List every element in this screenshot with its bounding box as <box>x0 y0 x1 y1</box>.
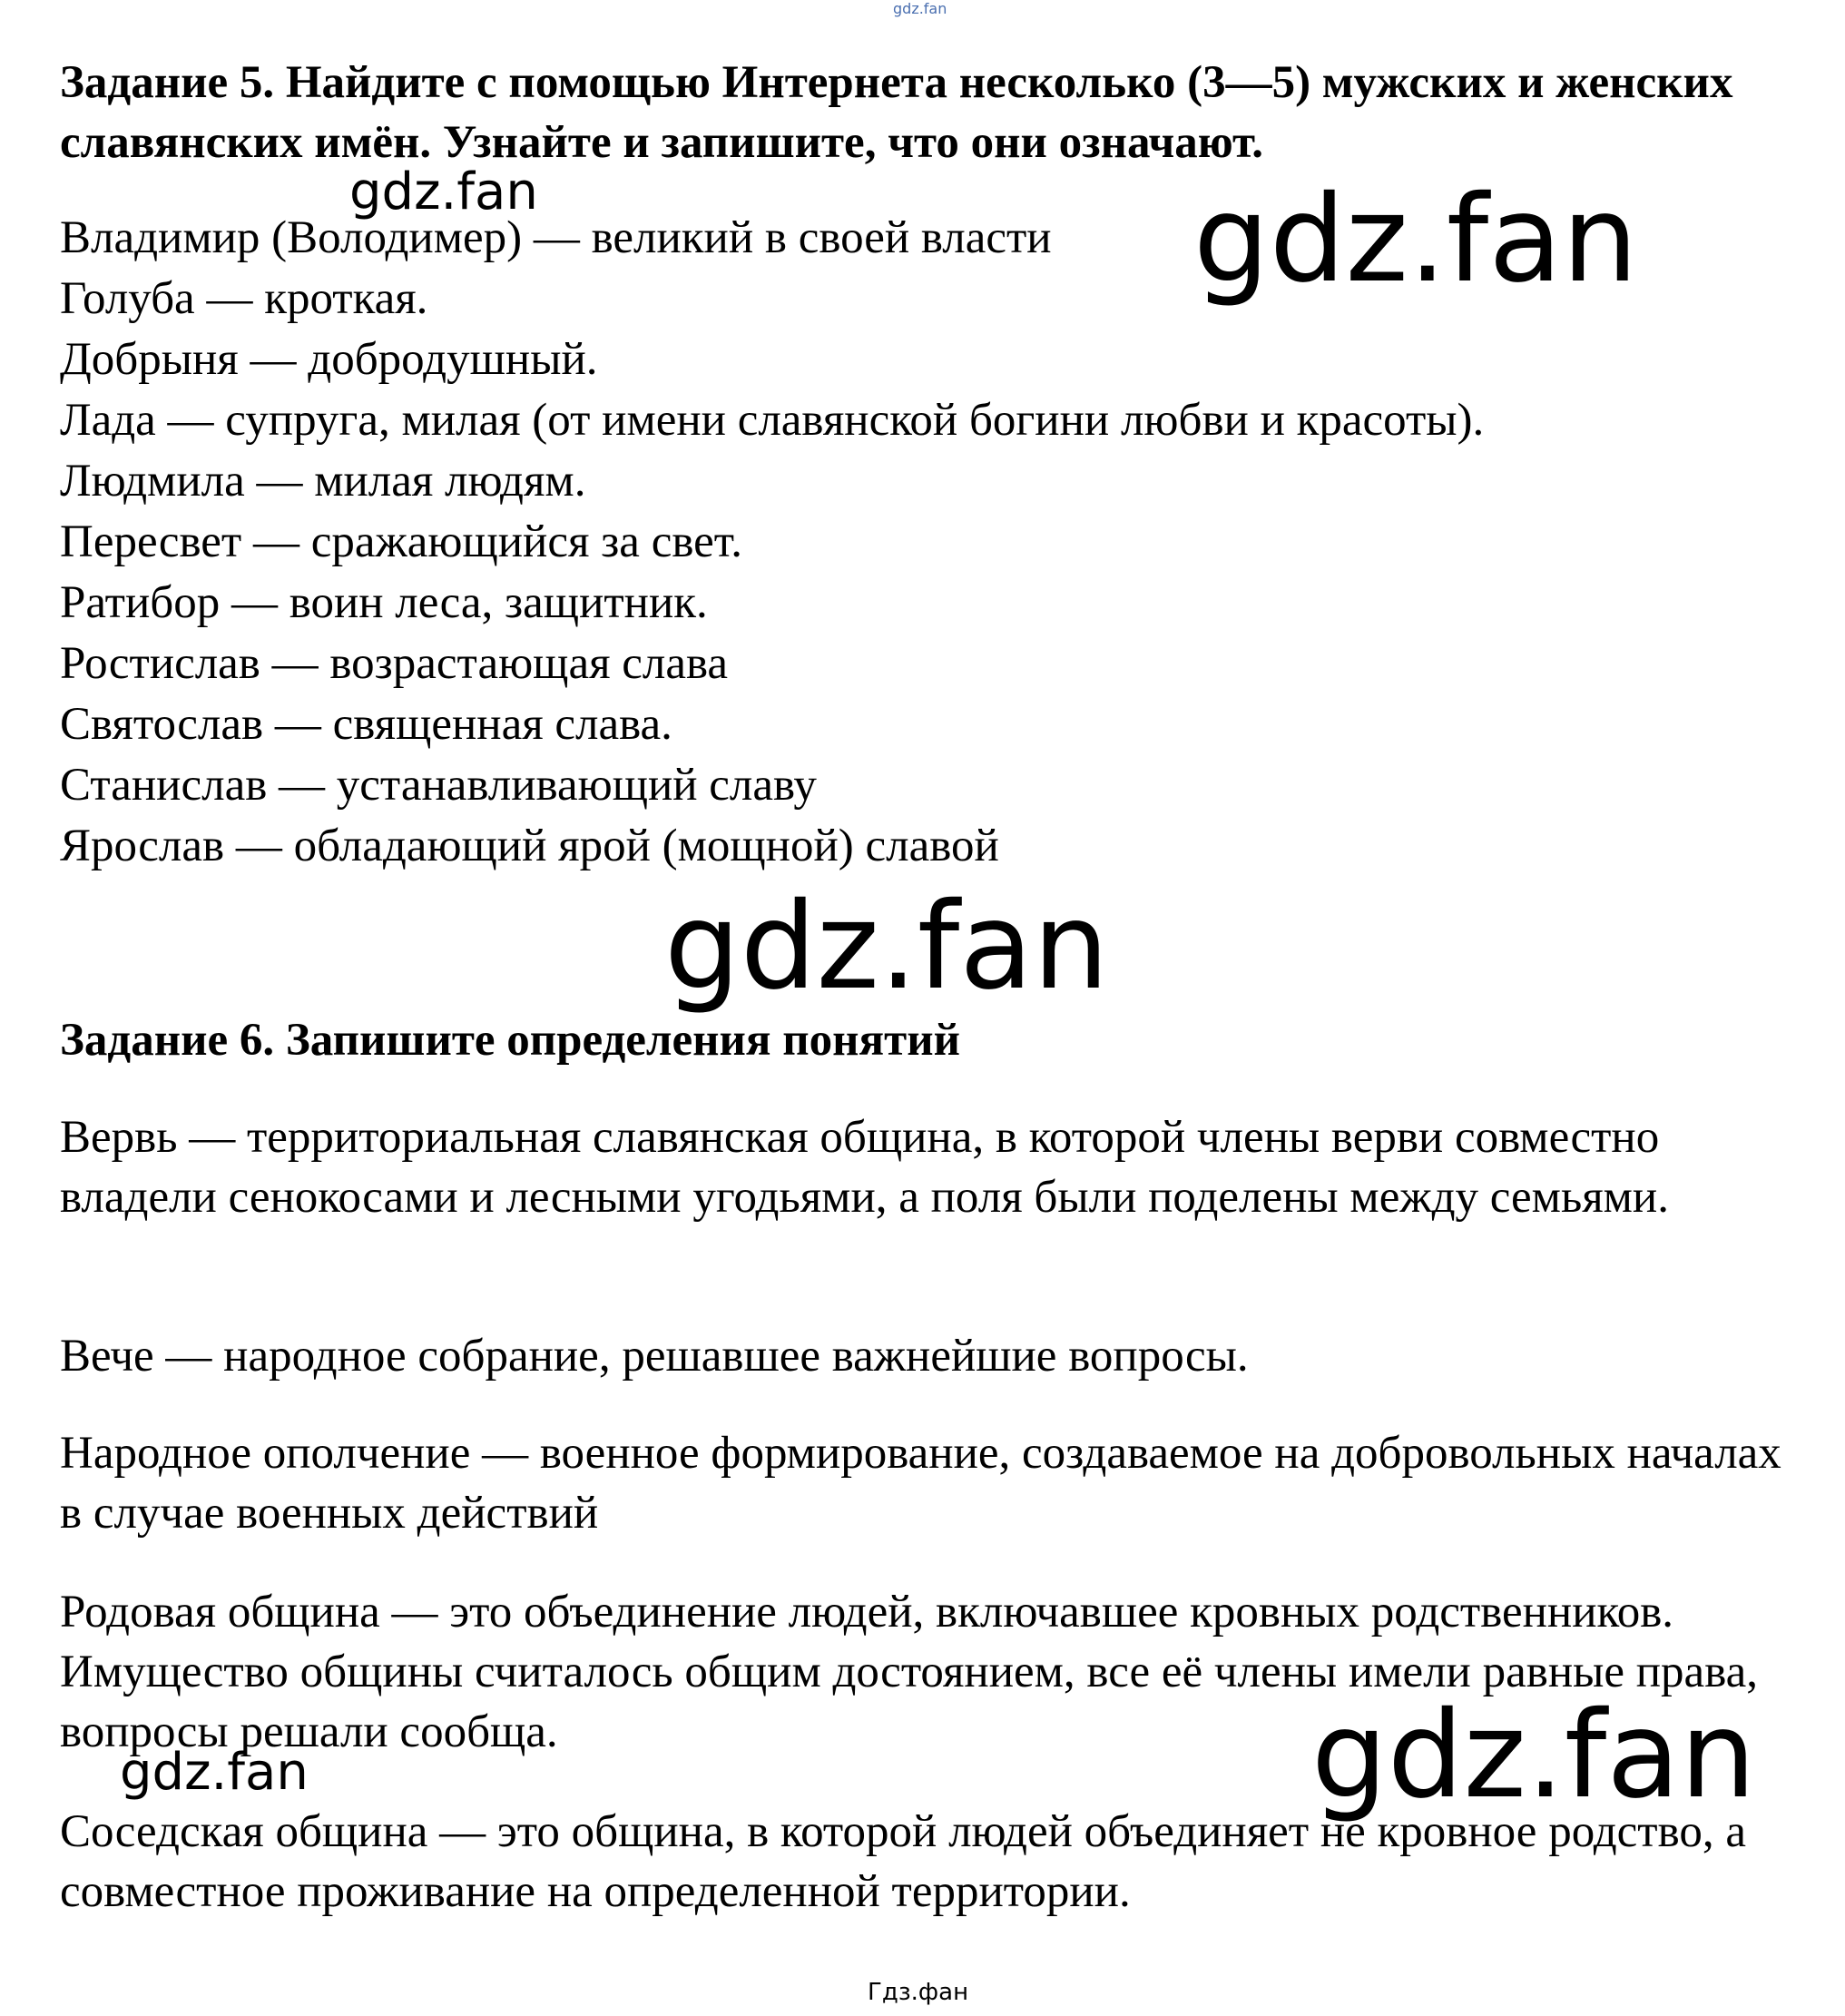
name-line-11: Ярослав — обладающий ярой (мощной) славой <box>60 821 999 871</box>
name-line-8: Ростислав — возрастающая слава <box>60 638 729 689</box>
name-line-4: Лада — супруга, милая (от имени славянской богини любви и красоты). <box>60 395 1485 446</box>
definition-neighbor-community: Соседская община — это община, в которой людей объединяет не кровное родство, а совместное проживание на определенной территории. <box>60 1806 1746 1917</box>
name-line-6: Пересвет — сражающийся за свет. <box>60 516 742 567</box>
definition-veche: Вече — народное собрание, решавшее важнейшие вопросы. <box>60 1331 1249 1382</box>
name-line-2: Голуба — кроткая. <box>60 273 428 324</box>
definition-verv: Вервь — территориальная славянская община, в которой члены верви совместно владели сенокосами и лесными угодьями, а поля были поделены между семьями. <box>60 1112 1669 1223</box>
watermark-small-1: gdz.fan <box>349 162 538 221</box>
name-line-3: Добрыня — добродушный. <box>60 334 598 385</box>
name-line-5: Людмила — милая людям. <box>60 456 586 506</box>
footer-watermark: Гдз.фан <box>868 1979 969 2006</box>
task6-heading: Задание 6. Запишите определения понятий <box>60 1015 960 1066</box>
definition-clan-community: Родовая община — это объединение людей, включавшее кровных родственников. Имущество общины считалось общим достоянием, все её члены имели равные права, вопросы решали сообща. <box>60 1587 1758 1757</box>
watermark-small-2: gdz.fan <box>120 1743 309 1802</box>
task5-heading: Задание 5. Найдите с помощью Интернета несколько (3—5) мужских и женских славянских имён. Узнайте и запишите, что они означают. <box>60 57 1733 168</box>
name-line-1: Владимир (Володимер) — великий в своей власти <box>60 212 1052 263</box>
name-line-9: Святослав — священная слава. <box>60 699 672 750</box>
watermark-big-3: gdz.fan <box>1311 1686 1756 1825</box>
watermark-big-2: gdz.fan <box>664 877 1109 1017</box>
watermark-top: gdz.fan <box>893 0 947 17</box>
definition-militia: Народное ополчение — военное формирование, создаваемое на добровольных началах в случае военных действий <box>60 1428 1781 1539</box>
name-line-10: Станислав — устанавливающий славу <box>60 760 817 811</box>
watermark-big-1: gdz.fan <box>1193 170 1638 310</box>
name-line-7: Ратибор — воин леса, защитник. <box>60 577 708 628</box>
